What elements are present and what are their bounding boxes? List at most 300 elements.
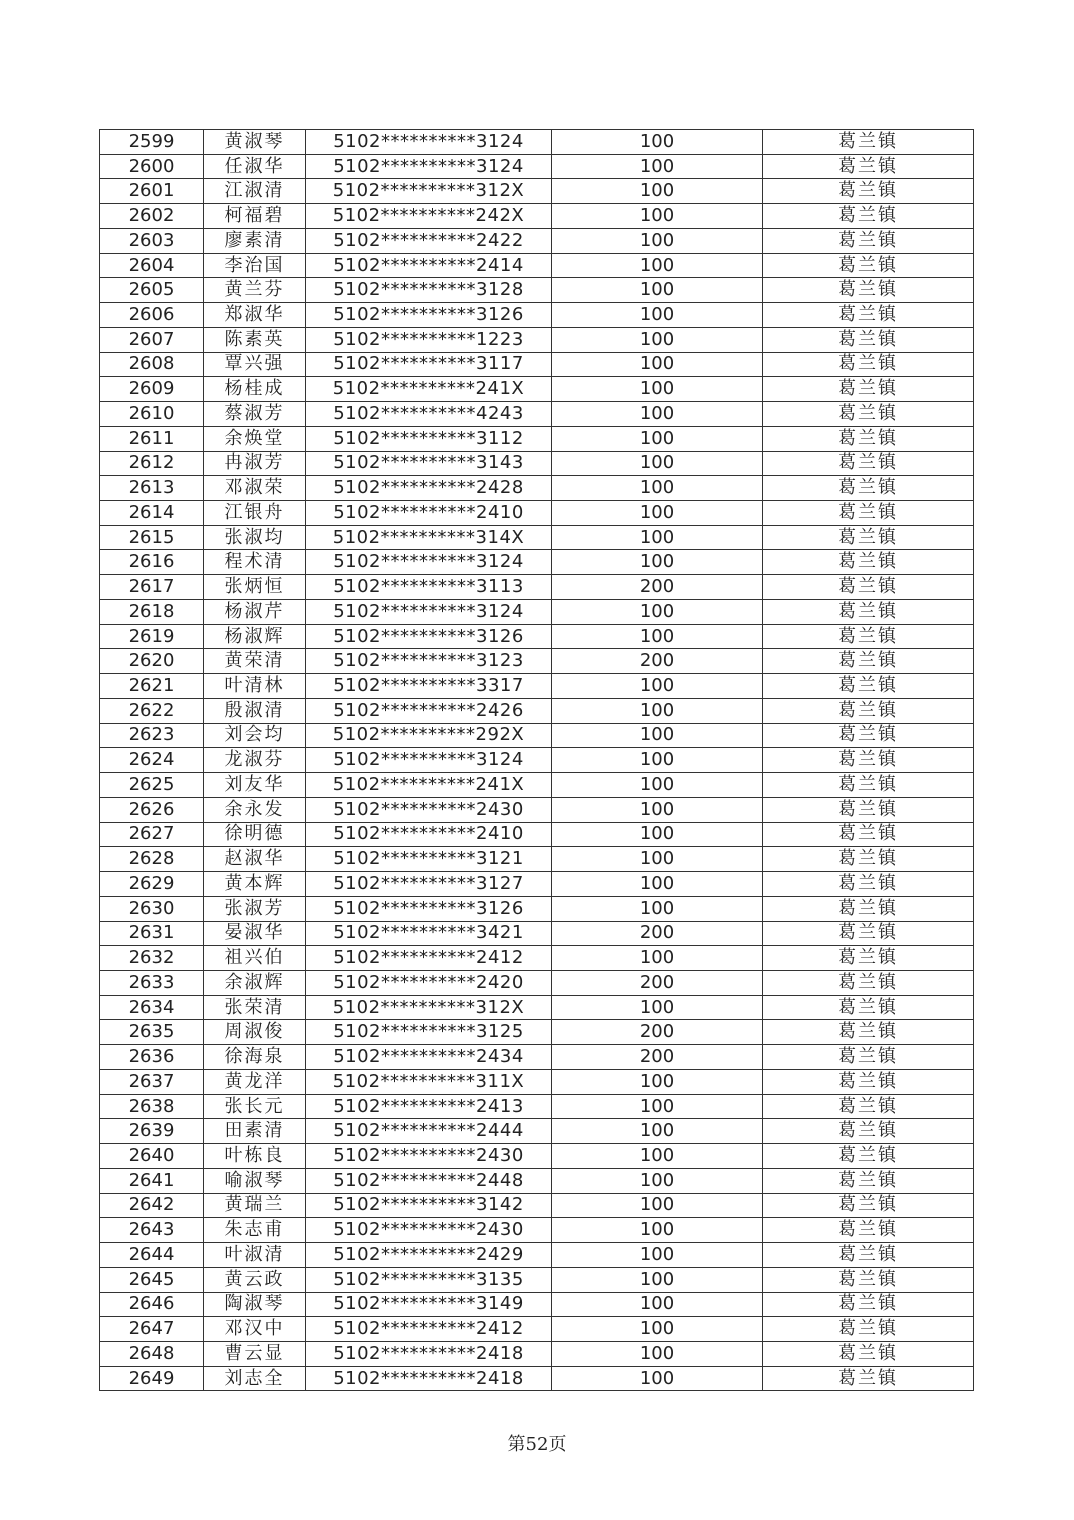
table-row <box>100 253 974 278</box>
amount-cell: 100 <box>552 773 763 798</box>
name-cell: 黄荣清 <box>204 649 306 674</box>
town-cell: 葛兰镇 <box>763 649 974 674</box>
id-number-cell: 5102**********241X <box>306 377 552 402</box>
id-number-cell: 5102**********3149 <box>306 1292 552 1317</box>
row-number-cell: 2647 <box>100 1317 204 1342</box>
amount-cell: 100 <box>552 204 763 229</box>
row-number-cell: 2638 <box>100 1094 204 1119</box>
name-cell: 晏淑华 <box>204 921 306 946</box>
town-cell: 葛兰镇 <box>763 352 974 377</box>
name-cell: 陶淑琴 <box>204 1292 306 1317</box>
table-row <box>100 797 974 822</box>
name-cell: 殷淑清 <box>204 698 306 723</box>
name-cell: 叶清林 <box>204 674 306 699</box>
amount-cell: 100 <box>552 130 763 155</box>
town-cell: 葛兰镇 <box>763 377 974 402</box>
amount-cell: 100 <box>552 946 763 971</box>
row-number-cell: 2645 <box>100 1267 204 1292</box>
amount-cell: 100 <box>552 1069 763 1094</box>
amount-cell: 200 <box>552 1020 763 1045</box>
town-cell: 葛兰镇 <box>763 1292 974 1317</box>
name-cell: 杨淑辉 <box>204 624 306 649</box>
id-number-cell: 5102**********2413 <box>306 1094 552 1119</box>
town-cell: 葛兰镇 <box>763 1144 974 1169</box>
row-number-cell: 2599 <box>100 130 204 155</box>
amount-cell: 100 <box>552 278 763 303</box>
id-number-cell: 5102**********3126 <box>306 624 552 649</box>
name-cell: 余淑辉 <box>204 970 306 995</box>
table-row <box>100 550 974 575</box>
name-cell: 张长元 <box>204 1094 306 1119</box>
name-cell: 赵淑华 <box>204 847 306 872</box>
amount-cell: 100 <box>552 995 763 1020</box>
amount-cell: 100 <box>552 154 763 179</box>
table-row <box>100 624 974 649</box>
amount-cell: 100 <box>552 377 763 402</box>
row-number-cell: 2633 <box>100 970 204 995</box>
table-row <box>100 525 974 550</box>
town-cell: 葛兰镇 <box>763 748 974 773</box>
name-cell: 廖素清 <box>204 228 306 253</box>
name-cell: 田素清 <box>204 1119 306 1144</box>
town-cell: 葛兰镇 <box>763 797 974 822</box>
name-cell: 刘友华 <box>204 773 306 798</box>
row-number-cell: 2622 <box>100 698 204 723</box>
row-number-cell: 2608 <box>100 352 204 377</box>
amount-cell: 100 <box>552 797 763 822</box>
row-number-cell: 2614 <box>100 501 204 526</box>
town-cell: 葛兰镇 <box>763 476 974 501</box>
row-number-cell: 2613 <box>100 476 204 501</box>
amount-cell: 100 <box>552 624 763 649</box>
id-number-cell: 5102**********2430 <box>306 797 552 822</box>
name-cell: 江银舟 <box>204 501 306 526</box>
table-row <box>100 278 974 303</box>
town-cell: 葛兰镇 <box>763 822 974 847</box>
table-row <box>100 1292 974 1317</box>
name-cell: 曹云显 <box>204 1341 306 1366</box>
table-row <box>100 773 974 798</box>
town-cell: 葛兰镇 <box>763 872 974 897</box>
table-row <box>100 327 974 352</box>
id-number-cell: 5102**********3143 <box>306 451 552 476</box>
table-row <box>100 303 974 328</box>
name-cell: 邓汉中 <box>204 1317 306 1342</box>
table-row <box>100 723 974 748</box>
id-number-cell: 5102**********3317 <box>306 674 552 699</box>
row-number-cell: 2625 <box>100 773 204 798</box>
amount-cell: 200 <box>552 921 763 946</box>
row-number-cell: 2642 <box>100 1193 204 1218</box>
town-cell: 葛兰镇 <box>763 327 974 352</box>
row-number-cell: 2615 <box>100 525 204 550</box>
name-cell: 徐海泉 <box>204 1045 306 1070</box>
name-cell: 龙淑芬 <box>204 748 306 773</box>
town-cell: 葛兰镇 <box>763 946 974 971</box>
table-row <box>100 228 974 253</box>
table-row <box>100 1094 974 1119</box>
id-number-cell: 5102**********3123 <box>306 649 552 674</box>
id-number-cell: 5102**********2410 <box>306 822 552 847</box>
table-row <box>100 748 974 773</box>
name-cell: 李治国 <box>204 253 306 278</box>
id-number-cell: 5102**********3421 <box>306 921 552 946</box>
row-number-cell: 2623 <box>100 723 204 748</box>
name-cell: 余永发 <box>204 797 306 822</box>
table-row <box>100 476 974 501</box>
town-cell: 葛兰镇 <box>763 1069 974 1094</box>
table-row <box>100 698 974 723</box>
amount-cell: 200 <box>552 649 763 674</box>
amount-cell: 100 <box>552 550 763 575</box>
name-cell: 刘会均 <box>204 723 306 748</box>
id-number-cell: 5102**********2434 <box>306 1045 552 1070</box>
table-row <box>100 501 974 526</box>
id-number-cell: 5102**********3127 <box>306 872 552 897</box>
town-cell: 葛兰镇 <box>763 228 974 253</box>
row-number-cell: 2635 <box>100 1020 204 1045</box>
row-number-cell: 2639 <box>100 1119 204 1144</box>
town-cell: 葛兰镇 <box>763 921 974 946</box>
table-row <box>100 1317 974 1342</box>
name-cell: 黄云政 <box>204 1267 306 1292</box>
amount-cell: 100 <box>552 1218 763 1243</box>
amount-cell: 100 <box>552 228 763 253</box>
name-cell: 程术清 <box>204 550 306 575</box>
table-row <box>100 674 974 699</box>
table-row <box>100 1069 974 1094</box>
name-cell: 杨淑芹 <box>204 599 306 624</box>
town-cell: 葛兰镇 <box>763 575 974 600</box>
town-cell: 葛兰镇 <box>763 154 974 179</box>
table-row <box>100 451 974 476</box>
id-number-cell: 5102**********2412 <box>306 1317 552 1342</box>
id-number-cell: 5102**********3124 <box>306 154 552 179</box>
amount-cell: 100 <box>552 402 763 427</box>
row-number-cell: 2620 <box>100 649 204 674</box>
id-number-cell: 5102**********4243 <box>306 402 552 427</box>
town-cell: 葛兰镇 <box>763 1267 974 1292</box>
id-number-cell: 5102**********3128 <box>306 278 552 303</box>
row-number-cell: 2616 <box>100 550 204 575</box>
amount-cell: 100 <box>552 896 763 921</box>
amount-cell: 100 <box>552 1144 763 1169</box>
amount-cell: 100 <box>552 723 763 748</box>
name-cell: 张荣清 <box>204 995 306 1020</box>
row-number-cell: 2611 <box>100 426 204 451</box>
id-number-cell: 5102**********314X <box>306 525 552 550</box>
town-cell: 葛兰镇 <box>763 278 974 303</box>
table-row <box>100 130 974 155</box>
name-cell: 余焕堂 <box>204 426 306 451</box>
town-cell: 葛兰镇 <box>763 303 974 328</box>
amount-cell: 100 <box>552 1341 763 1366</box>
amount-cell: 100 <box>552 253 763 278</box>
town-cell: 葛兰镇 <box>763 773 974 798</box>
town-cell: 葛兰镇 <box>763 1317 974 1342</box>
town-cell: 葛兰镇 <box>763 1243 974 1268</box>
town-cell: 葛兰镇 <box>763 970 974 995</box>
row-number-cell: 2643 <box>100 1218 204 1243</box>
name-cell: 黄兰芬 <box>204 278 306 303</box>
amount-cell: 100 <box>552 1094 763 1119</box>
amount-cell: 100 <box>552 451 763 476</box>
amount-cell: 100 <box>552 179 763 204</box>
town-cell: 葛兰镇 <box>763 525 974 550</box>
table-row <box>100 1267 974 1292</box>
amount-cell: 100 <box>552 426 763 451</box>
amount-cell: 100 <box>552 501 763 526</box>
row-number-cell: 2634 <box>100 995 204 1020</box>
amount-cell: 100 <box>552 1366 763 1391</box>
row-number-cell: 2609 <box>100 377 204 402</box>
id-number-cell: 5102**********2412 <box>306 946 552 971</box>
row-number-cell: 2601 <box>100 179 204 204</box>
row-number-cell: 2600 <box>100 154 204 179</box>
town-cell: 葛兰镇 <box>763 847 974 872</box>
name-cell: 蔡淑芳 <box>204 402 306 427</box>
page-number: 第52页 <box>507 1434 567 1455</box>
id-number-cell: 5102**********2420 <box>306 970 552 995</box>
name-cell: 喻淑琴 <box>204 1168 306 1193</box>
name-cell: 郑淑华 <box>204 303 306 328</box>
row-number-cell: 2637 <box>100 1069 204 1094</box>
id-number-cell: 5102**********2422 <box>306 228 552 253</box>
name-cell: 黄龙洋 <box>204 1069 306 1094</box>
amount-cell: 100 <box>552 1119 763 1144</box>
amount-cell: 100 <box>552 1193 763 1218</box>
id-number-cell: 5102**********2430 <box>306 1218 552 1243</box>
row-number-cell: 2627 <box>100 822 204 847</box>
town-cell: 葛兰镇 <box>763 426 974 451</box>
table-row <box>100 1119 974 1144</box>
id-number-cell: 5102**********2418 <box>306 1341 552 1366</box>
name-cell: 叶淑清 <box>204 1243 306 1268</box>
table-row <box>100 154 974 179</box>
name-cell: 覃兴强 <box>204 352 306 377</box>
name-cell: 黄瑞兰 <box>204 1193 306 1218</box>
row-number-cell: 2607 <box>100 327 204 352</box>
town-cell: 葛兰镇 <box>763 599 974 624</box>
town-cell: 葛兰镇 <box>763 1119 974 1144</box>
table-row <box>100 1218 974 1243</box>
table-row <box>100 995 974 1020</box>
town-cell: 葛兰镇 <box>763 674 974 699</box>
name-cell: 张淑芳 <box>204 896 306 921</box>
town-cell: 葛兰镇 <box>763 1168 974 1193</box>
town-cell: 葛兰镇 <box>763 995 974 1020</box>
id-number-cell: 5102**********241X <box>306 773 552 798</box>
town-cell: 葛兰镇 <box>763 698 974 723</box>
table-row <box>100 896 974 921</box>
name-cell: 邓淑荣 <box>204 476 306 501</box>
row-number-cell: 2605 <box>100 278 204 303</box>
id-number-cell: 5102**********3124 <box>306 748 552 773</box>
amount-cell: 100 <box>552 1267 763 1292</box>
id-number-cell: 5102**********3112 <box>306 426 552 451</box>
amount-cell: 100 <box>552 303 763 328</box>
amount-cell: 100 <box>552 476 763 501</box>
table-row <box>100 1341 974 1366</box>
id-number-cell: 5102**********3113 <box>306 575 552 600</box>
town-cell: 葛兰镇 <box>763 896 974 921</box>
id-number-cell: 5102**********3124 <box>306 599 552 624</box>
id-number-cell: 5102**********3126 <box>306 303 552 328</box>
id-number-cell: 5102**********2430 <box>306 1144 552 1169</box>
id-number-cell: 5102**********3121 <box>306 847 552 872</box>
amount-cell: 100 <box>552 352 763 377</box>
table-row <box>100 1045 974 1070</box>
amount-cell: 100 <box>552 748 763 773</box>
name-cell: 周淑俊 <box>204 1020 306 1045</box>
id-number-cell: 5102**********2418 <box>306 1366 552 1391</box>
row-number-cell: 2636 <box>100 1045 204 1070</box>
table-row <box>100 1144 974 1169</box>
id-number-cell: 5102**********2428 <box>306 476 552 501</box>
table-row <box>100 847 974 872</box>
row-number-cell: 2617 <box>100 575 204 600</box>
row-number-cell: 2640 <box>100 1144 204 1169</box>
row-number-cell: 2646 <box>100 1292 204 1317</box>
amount-cell: 100 <box>552 327 763 352</box>
row-number-cell: 2603 <box>100 228 204 253</box>
id-number-cell: 5102**********242X <box>306 204 552 229</box>
town-cell: 葛兰镇 <box>763 624 974 649</box>
row-number-cell: 2628 <box>100 847 204 872</box>
roster-table <box>99 129 974 1391</box>
row-number-cell: 2604 <box>100 253 204 278</box>
id-number-cell: 5102**********2414 <box>306 253 552 278</box>
name-cell: 江淑清 <box>204 179 306 204</box>
roster-body <box>100 130 974 1391</box>
table-row <box>100 1020 974 1045</box>
row-number-cell: 2631 <box>100 921 204 946</box>
id-number-cell: 5102**********312X <box>306 995 552 1020</box>
town-cell: 葛兰镇 <box>763 1020 974 1045</box>
row-number-cell: 2648 <box>100 1341 204 1366</box>
amount-cell: 100 <box>552 847 763 872</box>
id-number-cell: 5102**********2429 <box>306 1243 552 1268</box>
row-number-cell: 2630 <box>100 896 204 921</box>
table-row <box>100 872 974 897</box>
id-number-cell: 5102**********3124 <box>306 130 552 155</box>
town-cell: 葛兰镇 <box>763 253 974 278</box>
row-number-cell: 2644 <box>100 1243 204 1268</box>
town-cell: 葛兰镇 <box>763 130 974 155</box>
town-cell: 葛兰镇 <box>763 1218 974 1243</box>
town-cell: 葛兰镇 <box>763 1094 974 1119</box>
town-cell: 葛兰镇 <box>763 204 974 229</box>
id-number-cell: 5102**********311X <box>306 1069 552 1094</box>
row-number-cell: 2619 <box>100 624 204 649</box>
row-number-cell: 2612 <box>100 451 204 476</box>
table-row <box>100 599 974 624</box>
table-row <box>100 1243 974 1268</box>
id-number-cell: 5102**********3142 <box>306 1193 552 1218</box>
amount-cell: 100 <box>552 1292 763 1317</box>
id-number-cell: 5102**********3117 <box>306 352 552 377</box>
id-number-cell: 5102**********2448 <box>306 1168 552 1193</box>
town-cell: 葛兰镇 <box>763 723 974 748</box>
name-cell: 陈素英 <box>204 327 306 352</box>
table-row <box>100 1168 974 1193</box>
table-row <box>100 1366 974 1391</box>
amount-cell: 100 <box>552 1317 763 1342</box>
amount-cell: 100 <box>552 872 763 897</box>
name-cell: 张淑均 <box>204 525 306 550</box>
table-row <box>100 1193 974 1218</box>
row-number-cell: 2606 <box>100 303 204 328</box>
town-cell: 葛兰镇 <box>763 1193 974 1218</box>
row-number-cell: 2618 <box>100 599 204 624</box>
table-row <box>100 946 974 971</box>
row-number-cell: 2629 <box>100 872 204 897</box>
amount-cell: 100 <box>552 599 763 624</box>
town-cell: 葛兰镇 <box>763 550 974 575</box>
amount-cell: 200 <box>552 970 763 995</box>
name-cell: 黄淑琴 <box>204 130 306 155</box>
table-row <box>100 402 974 427</box>
id-number-cell: 5102**********3125 <box>306 1020 552 1045</box>
row-number-cell: 2602 <box>100 204 204 229</box>
id-number-cell: 5102**********2410 <box>306 501 552 526</box>
id-number-cell: 5102**********3135 <box>306 1267 552 1292</box>
id-number-cell: 5102**********2444 <box>306 1119 552 1144</box>
table-row <box>100 204 974 229</box>
town-cell: 葛兰镇 <box>763 1045 974 1070</box>
name-cell: 叶栋良 <box>204 1144 306 1169</box>
row-number-cell: 2632 <box>100 946 204 971</box>
table-row <box>100 822 974 847</box>
table-row <box>100 970 974 995</box>
name-cell: 柯福碧 <box>204 204 306 229</box>
id-number-cell: 5102**********3124 <box>306 550 552 575</box>
name-cell: 祖兴伯 <box>204 946 306 971</box>
amount-cell: 200 <box>552 1045 763 1070</box>
name-cell: 张炳恒 <box>204 575 306 600</box>
name-cell: 刘志全 <box>204 1366 306 1391</box>
table-row <box>100 575 974 600</box>
town-cell: 葛兰镇 <box>763 402 974 427</box>
table-row <box>100 649 974 674</box>
id-number-cell: 5102**********2426 <box>306 698 552 723</box>
amount-cell: 100 <box>552 698 763 723</box>
name-cell: 黄本辉 <box>204 872 306 897</box>
amount-cell: 100 <box>552 1243 763 1268</box>
town-cell: 葛兰镇 <box>763 179 974 204</box>
town-cell: 葛兰镇 <box>763 451 974 476</box>
row-number-cell: 2624 <box>100 748 204 773</box>
id-number-cell: 5102**********292X <box>306 723 552 748</box>
row-number-cell: 2621 <box>100 674 204 699</box>
row-number-cell: 2649 <box>100 1366 204 1391</box>
row-number-cell: 2641 <box>100 1168 204 1193</box>
amount-cell: 100 <box>552 674 763 699</box>
table-row <box>100 921 974 946</box>
amount-cell: 100 <box>552 822 763 847</box>
name-cell: 冉淑芳 <box>204 451 306 476</box>
amount-cell: 100 <box>552 1168 763 1193</box>
town-cell: 葛兰镇 <box>763 1366 974 1391</box>
name-cell: 徐明德 <box>204 822 306 847</box>
id-number-cell: 5102**********3126 <box>306 896 552 921</box>
row-number-cell: 2626 <box>100 797 204 822</box>
table-row <box>100 426 974 451</box>
table-row <box>100 352 974 377</box>
amount-cell: 200 <box>552 575 763 600</box>
town-cell: 葛兰镇 <box>763 1341 974 1366</box>
id-number-cell: 5102**********312X <box>306 179 552 204</box>
